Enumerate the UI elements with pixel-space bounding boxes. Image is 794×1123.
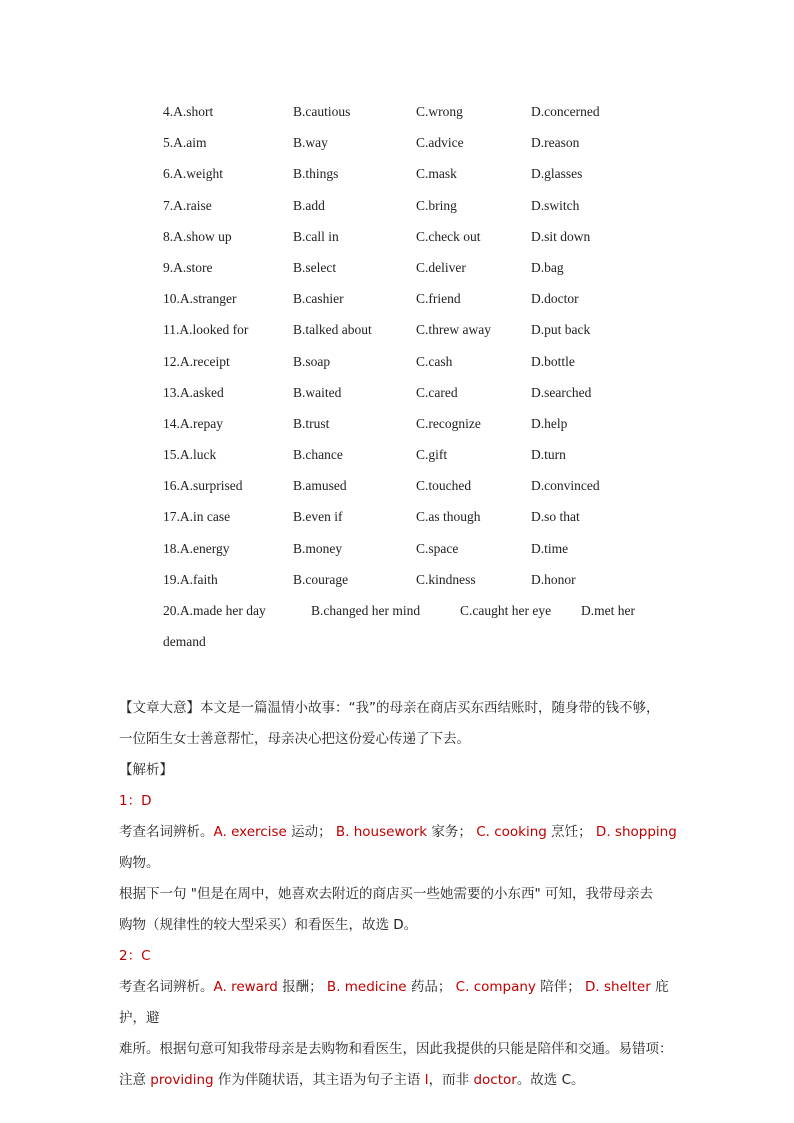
option-a: 15.A.luck	[163, 447, 217, 463]
text: 作为伴随状语，其主语为句子主语	[213, 1072, 425, 1088]
option-b: B.way	[293, 135, 328, 151]
option-c: C.kindness	[416, 571, 476, 587]
option-d: D.sit down	[531, 228, 591, 244]
item-2-line-2: 难所。根据句意可知我带母亲是去购物和看医生，因此我提供的只能是陪伴和交通。易错项：	[119, 1041, 673, 1057]
option-b: B.waited	[293, 384, 342, 400]
term: providing	[150, 1072, 214, 1088]
text: 陪伴；	[535, 979, 581, 995]
option-term: D. shelter	[580, 979, 651, 995]
summary-label: 【文章大意】	[119, 700, 200, 716]
option-b: B.call in	[293, 228, 339, 244]
text: 考查名词辨析。	[119, 824, 214, 840]
option-row-19	[163, 570, 663, 601]
option-c: C.caught her eye	[460, 603, 552, 618]
option-c: C.wrong	[416, 104, 463, 119]
option-c: C.space	[416, 540, 459, 556]
option-d: D.doctor	[531, 291, 579, 307]
option-d: D.turn	[531, 447, 566, 463]
option-a: 18.A.energy	[163, 540, 230, 556]
option-d: D.bottle	[531, 353, 575, 369]
option-row-9	[163, 258, 663, 289]
text: 报酬；	[277, 979, 323, 995]
option-c: C.recognize	[416, 415, 481, 431]
option-c: C.cared	[416, 384, 458, 400]
summary-text-1: 本文是一篇温情小故事：“我”的母亲在商店买东西结账时，随身带的钱不够，	[200, 700, 660, 716]
option-b: B.add	[293, 197, 325, 213]
option-row-6	[163, 164, 663, 195]
text: 。故选 C。	[516, 1072, 585, 1088]
option-d: D.searched	[531, 384, 592, 400]
option-d: D.reason	[531, 135, 580, 151]
answer-1: 1：D	[119, 793, 152, 809]
item-2-line-3	[119, 1065, 679, 1096]
item-1-line-3: 购物（规律性的较大型采买）和看医生，故选 D。	[119, 917, 418, 933]
option-row-15	[163, 445, 663, 476]
summary-line-2: 一位陌生女士善意帮忙，母亲决心把这份爱心传递了下去。	[119, 731, 470, 747]
text: 运动；	[286, 824, 332, 840]
option-term: C. cooking	[471, 824, 547, 840]
option-b: B.changed her mind	[311, 603, 421, 618]
text: 家务；	[427, 824, 472, 840]
option-c: C.as though	[416, 509, 481, 525]
option-term: C. company	[451, 979, 536, 995]
option-d: D.glasses	[531, 166, 583, 182]
option-d: D.concerned	[531, 104, 600, 119]
option-a: 13.A.asked	[163, 384, 224, 400]
item-1-line-2: 根据下一句 "但是在周中，她喜欢去附近的商店买一些她需要的小东西" 可知，我带母亲去	[119, 886, 654, 902]
summary-line-1	[119, 693, 679, 724]
option-row-4	[163, 102, 663, 133]
text: 庇护，避	[119, 979, 669, 1026]
answer-2: 2：C	[119, 948, 151, 964]
option-row-8	[163, 227, 663, 258]
option-a: 7.A.raise	[163, 197, 212, 213]
text: 注意	[119, 1072, 151, 1088]
term: I	[424, 1072, 429, 1088]
option-a: 8.A.show up	[163, 228, 232, 244]
option-row-17	[163, 507, 663, 538]
option-row-13	[163, 383, 663, 414]
option-a: 17.A.in case	[163, 509, 231, 525]
option-continuation: demand	[163, 634, 206, 650]
option-row-7	[163, 196, 663, 227]
option-row-14	[163, 414, 663, 445]
text: 考查名词辨析。	[119, 979, 214, 995]
option-d: D.help	[531, 415, 568, 431]
option-d: D.bag	[531, 259, 564, 275]
item-1-line-1	[119, 817, 679, 879]
option-c: C.mask	[416, 166, 457, 182]
option-c: C.deliver	[416, 259, 466, 275]
option-a: 4.A.short	[163, 104, 214, 119]
option-row-18	[163, 539, 663, 570]
option-row-12	[163, 352, 663, 383]
option-d: D.time	[531, 540, 569, 556]
option-c: C.touched	[416, 478, 472, 494]
option-d: D.so that	[531, 509, 580, 525]
option-a: 6.A.weight	[163, 166, 223, 182]
option-a: 10.A.stranger	[163, 291, 237, 307]
option-b: B.cautious	[293, 104, 351, 119]
option-a: 16.A.surprised	[163, 478, 243, 494]
option-b: B.talked about	[293, 322, 372, 338]
option-term: D. shopping	[591, 824, 677, 840]
option-c: C.advice	[416, 135, 464, 151]
option-d: D.switch	[531, 197, 580, 213]
option-row-20	[163, 601, 663, 632]
option-c: C.gift	[416, 447, 448, 463]
option-a: 5.A.aim	[163, 135, 207, 151]
option-b: B.chance	[293, 447, 343, 463]
option-b: B.money	[293, 540, 343, 556]
option-term: B. medicine	[322, 979, 407, 995]
option-b: B.soap	[293, 353, 331, 369]
option-c: C.cash	[416, 353, 453, 369]
option-b: B.courage	[293, 571, 349, 587]
text: 购物。	[119, 855, 160, 871]
option-d: D.convinced	[531, 478, 600, 494]
option-row-10	[163, 289, 663, 320]
option-c: C.check out	[416, 228, 481, 244]
option-b: B.trust	[293, 415, 330, 431]
option-row-11	[163, 320, 663, 351]
option-row-5	[163, 133, 663, 164]
analysis-label: 【解析】	[119, 762, 173, 778]
option-d: D.honor	[531, 571, 576, 587]
option-d: D.met her	[581, 603, 635, 618]
option-row-20-continuation	[163, 632, 663, 663]
text: 烹饪；	[546, 824, 592, 840]
item-2-line-1	[119, 972, 679, 1034]
analysis-section	[119, 693, 679, 1096]
option-a: 19.A.faith	[163, 571, 218, 587]
option-b: B.things	[293, 166, 339, 182]
option-b: B.even if	[293, 509, 343, 525]
option-term: B. housework	[331, 824, 428, 840]
options-list	[163, 102, 663, 663]
option-a: 9.A.store	[163, 259, 213, 275]
option-term: A. exercise	[213, 824, 287, 840]
option-a: 12.A.receipt	[163, 353, 230, 369]
option-c: C.friend	[416, 291, 461, 307]
option-b: B.select	[293, 259, 337, 275]
option-b: B.amused	[293, 478, 347, 494]
option-a: 14.A.repay	[163, 415, 223, 431]
term: doctor	[473, 1072, 517, 1088]
option-term: A. reward	[213, 979, 278, 995]
text: 药品；	[406, 979, 452, 995]
option-a: 20.A.made her day	[163, 603, 266, 618]
option-b: B.cashier	[293, 291, 344, 307]
text: ，而非	[428, 1072, 474, 1088]
option-row-16	[163, 476, 663, 507]
option-c: C.threw away	[416, 322, 491, 338]
option-a: 11.A.looked for	[163, 322, 249, 338]
option-d: D.put back	[531, 322, 591, 338]
option-c: C.bring	[416, 197, 457, 213]
